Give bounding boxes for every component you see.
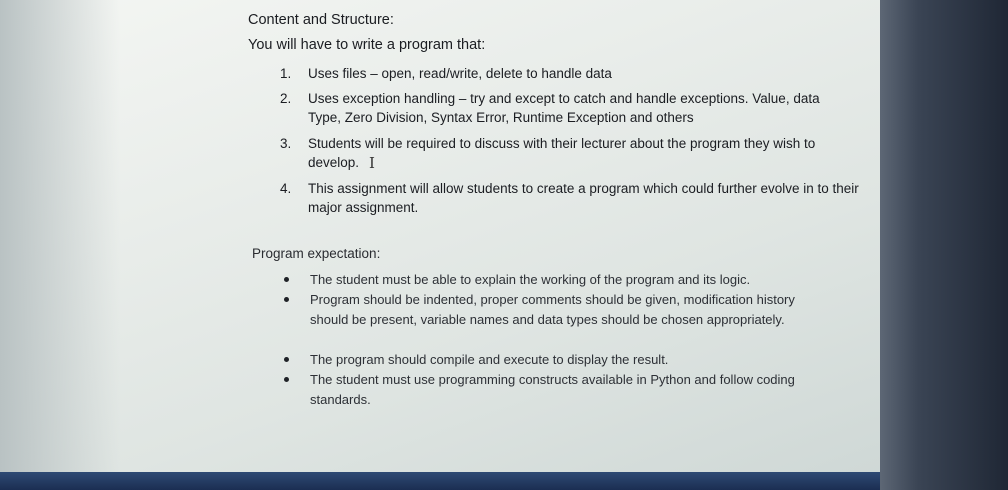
section-heading: Content and Structure: xyxy=(248,12,394,28)
bullet-icon xyxy=(284,297,289,302)
list-number: 4. xyxy=(280,181,292,196)
expectation-text: The student must use programming constructs available in Python and follow coding standards. xyxy=(310,372,795,407)
bullet-icon xyxy=(284,357,289,362)
monitor-bezel xyxy=(880,0,1008,490)
list-number: 3. xyxy=(280,136,292,151)
screen-glare xyxy=(0,0,120,472)
i-beam-cursor-icon: I xyxy=(369,154,375,172)
expectation-heading: Program expectation: xyxy=(252,246,381,261)
intro-line: You will have to write a program that: xyxy=(248,37,486,53)
list-text xyxy=(308,134,868,173)
taskbar-strip xyxy=(0,472,880,490)
list-text: Uses files – open, read/write, delete to handle data xyxy=(308,66,612,81)
bullet-icon xyxy=(284,277,289,282)
list-text: This assignment will allow students to create a program which could further evolve in to their major assignment. xyxy=(308,181,859,215)
list-text-content: Students will be required to discuss with their lecturer about the program they wish to develop. xyxy=(308,136,816,170)
list-text: Uses exception handling – try and except to catch and handle exceptions. Value, data Type, Zero Division, Syntax Error, Runtime Exception and others xyxy=(308,91,820,125)
bullet-icon xyxy=(284,377,289,382)
list-number: 2. xyxy=(280,91,292,106)
expectation-text: The program should compile and execute to display the result. xyxy=(310,352,669,367)
expectation-text: The student must be able to explain the working of the program and its logic. xyxy=(310,272,751,287)
list-number: 1. xyxy=(280,66,292,81)
expectation-text: Program should be indented, proper comments should be given, modification history should be present, variable names and data types should be chosen appropriately. xyxy=(310,292,795,327)
